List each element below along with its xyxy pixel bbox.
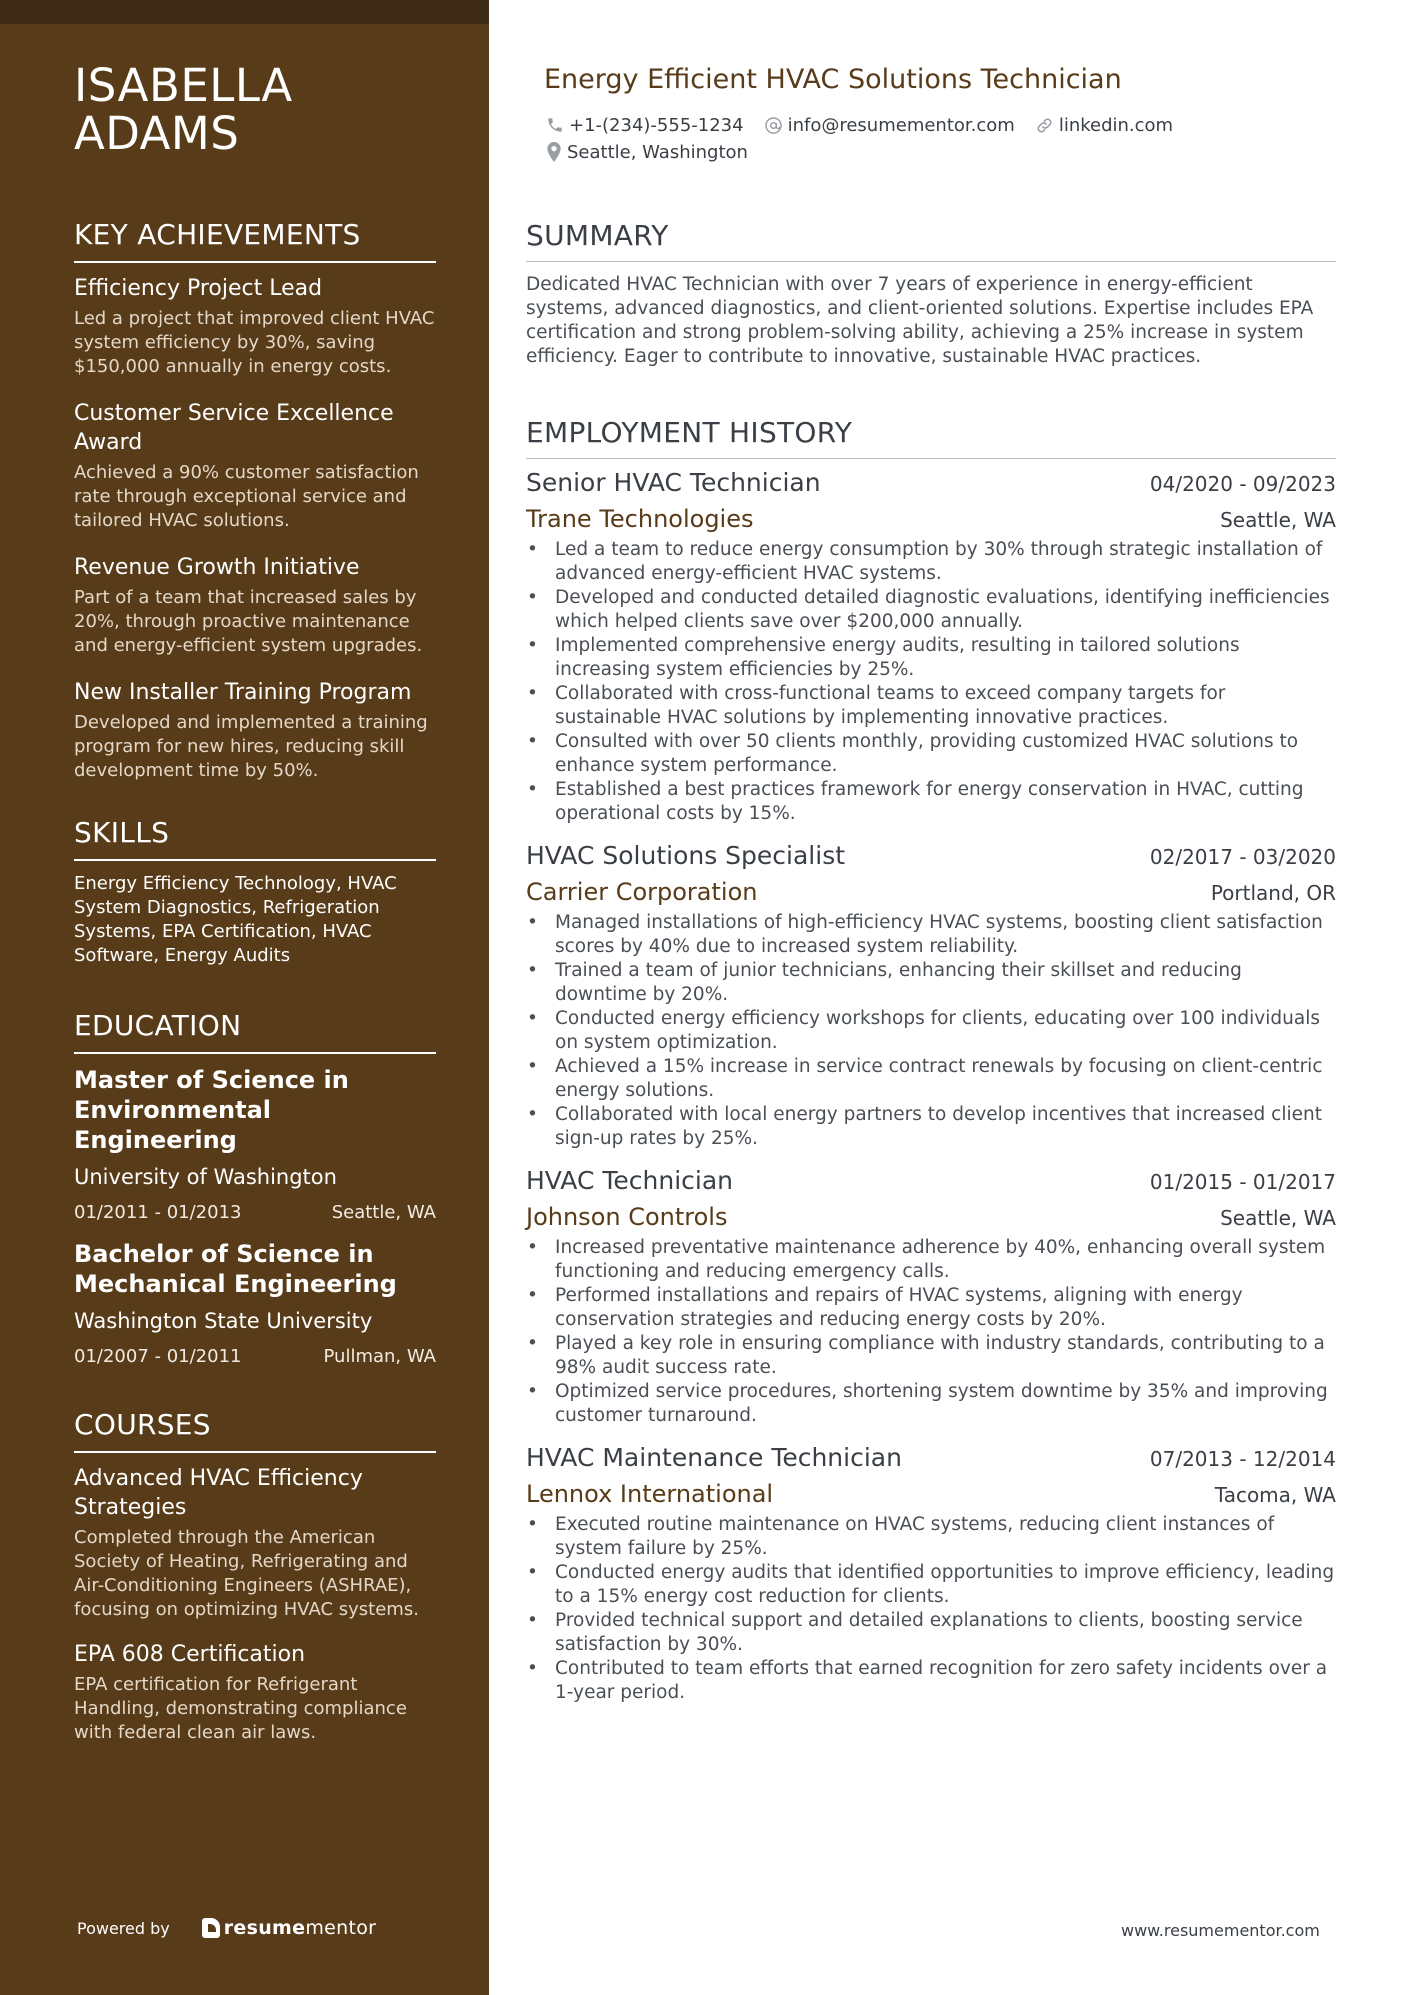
footer-url[interactable]: www.resumementor.com <box>1121 1921 1320 1940</box>
brand-name[interactable] <box>224 1917 377 1939</box>
job-dates: 01/2015 - 01/2017 <box>1149 1170 1336 1194</box>
candidate-name <box>74 59 436 160</box>
job-role: HVAC Technician <box>526 1166 734 1195</box>
job-bullet: • Achieved a 15% increase in service contract renewals by focusing on client-centric energy solutions. <box>526 1055 1336 1103</box>
achievement-title: Efficiency Project Lead <box>74 276 323 301</box>
job-company: Johnson Controls <box>526 1203 728 1231</box>
brand-bold: resume <box>223 1917 306 1939</box>
achievement-item <box>74 274 436 379</box>
powered-by <box>77 1917 376 1939</box>
summary-text: Dedicated HVAC Technician with over 7 years of experience in energy-efficient systems, advanced diagnostics, and client-oriented solutions. Expertise includes EPA certification and strong problem-solving ability, achieving a 25% increase in system efficiency. Eager to contribute to innovative, sustainable HVAC practices. <box>526 274 1314 367</box>
job-bullet: • Implemented comprehensive energy audits, resulting in tailored solutions increasing system efficiencies by 25%. <box>526 634 1336 682</box>
name-last: ADAMS <box>74 107 240 160</box>
job-bullets <box>526 1236 1336 1428</box>
achievement-desc: Led a project that improved client HVAC system efficiency by 30%, saving $150,000 annually in energy costs. <box>74 308 435 377</box>
job-role: HVAC Solutions Specialist <box>526 841 846 870</box>
job-bullet: • Conducted energy audits that identified opportunities to improve efficiency, leading to a 15% energy cost reduction for clients. <box>526 1561 1336 1609</box>
linkedin-text: linkedin.com <box>1058 114 1174 136</box>
job-bullet: • Trained a team of junior technicians, enhancing their skillset and reducing downtime by 20%. <box>526 959 1336 1007</box>
powered-by-label: Powered by <box>77 1918 170 1938</box>
job-bullet: • Developed and conducted detailed diagnostic evaluations, identifying inefficiencies which helped clients save over $200,000 annually. <box>526 586 1336 634</box>
course-item <box>74 1464 436 1622</box>
job-role: Senior HVAC Technician <box>526 468 821 497</box>
job-bullet: • Provided technical support and detailed explanations to clients, boosting service satisfaction by 30%. <box>526 1609 1336 1657</box>
sidebar-top-bar <box>0 0 489 24</box>
job-bullet: • Increased preventative maintenance adherence by 40%, enhancing overall system functioning and reducing emergency calls. <box>526 1236 1336 1284</box>
job-bullet: • Collaborated with cross-functional teams to exceed company targets for sustainable HVAC solutions by implementing innovative practices. <box>526 682 1336 730</box>
at-icon <box>764 116 783 135</box>
location-pin-icon <box>546 142 562 162</box>
headline: Energy Efficient HVAC Solutions Technician <box>544 64 1122 95</box>
phone-text: +1-(234)-555-1234 <box>569 114 744 136</box>
skills-section <box>74 817 436 968</box>
education-location: Pullman, WA <box>323 1346 436 1367</box>
education-degree: Bachelor of Science in Mechanical Engineering <box>74 1240 397 1298</box>
education-meta <box>74 1345 436 1369</box>
job-dates: 02/2017 - 03/2020 <box>1149 845 1336 869</box>
job-bullet: • Played a key role in ensuring compliance with industry standards, contributing to a 98% audit success rate. <box>526 1332 1336 1380</box>
resumementor-logo-icon <box>202 1918 220 1938</box>
job-bullets <box>526 1513 1336 1705</box>
job-bullet: • Collaborated with local energy partners to develop incentives that increased client sign-up rates by 25%. <box>526 1103 1336 1151</box>
job-dates: 04/2020 - 09/2023 <box>1149 472 1336 496</box>
job-entry <box>526 467 1336 826</box>
job-location: Tacoma, WA <box>1214 1483 1336 1507</box>
achievements-title: KEY ACHIEVEMENTS <box>74 219 436 263</box>
phone-icon <box>546 116 564 134</box>
contact-info <box>546 112 1306 166</box>
course-desc: Completed through the American Society of Heating, Refrigerating and Air-Conditioning Engineers (ASHRAE), focusing on optimizing HVAC systems. <box>74 1527 419 1620</box>
education-dates: 01/2007 - 01/2011 <box>74 1346 242 1367</box>
achievement-title: Revenue Growth Initiative <box>74 555 360 580</box>
achievement-desc: Part of a team that increased sales by 20%, through proactive maintenance and energy-efficient system upgrades. <box>74 587 423 656</box>
job-bullet: • Contributed to team efforts that earned recognition for zero safety incidents over a 1-year period. <box>526 1657 1336 1705</box>
job-location: Seattle, WA <box>1220 508 1336 532</box>
brand-light: mentor <box>305 1917 377 1939</box>
job-company: Lennox International <box>526 1480 774 1508</box>
job-bullet: • Executed routine maintenance on HVAC systems, reducing client instances of system failure by 25%. <box>526 1513 1336 1561</box>
education-dates: 01/2011 - 01/2013 <box>74 1202 242 1223</box>
summary-title: SUMMARY <box>526 220 1336 262</box>
contact-email[interactable] <box>764 115 1015 136</box>
sidebar <box>0 0 489 1995</box>
skills-text: Energy Efficiency Technology, HVAC System Diagnostics, Refrigeration Systems, EPA Certification, HVAC Software, Energy Audits <box>74 873 397 966</box>
contact-phone[interactable] <box>546 115 744 136</box>
job-bullets <box>526 911 1336 1151</box>
job-bullet: • Established a best practices framework for energy conservation in HVAC, cutting operational costs by 15%. <box>526 778 1336 826</box>
contact-location <box>546 142 748 163</box>
job-bullet: • Performed installations and repairs of HVAC systems, aligning with energy conservation strategies and reducing energy costs by 20%. <box>526 1284 1336 1332</box>
education-item <box>74 1065 436 1225</box>
skills-title: SKILLS <box>74 817 436 861</box>
achievement-item <box>74 399 436 533</box>
course-desc: EPA certification for Refrigerant Handling, demonstrating compliance with federal clean air laws. <box>74 1674 407 1743</box>
courses-section <box>74 1409 436 1745</box>
summary-section <box>526 220 1336 369</box>
job-entry <box>526 1442 1336 1705</box>
job-bullet: • Managed installations of high-efficiency HVAC systems, boosting client satisfaction scores by 40% due to increased system reliability. <box>526 911 1336 959</box>
employment-title: EMPLOYMENT HISTORY <box>526 417 1336 459</box>
achievements-section <box>74 219 436 783</box>
job-role: HVAC Maintenance Technician <box>526 1443 902 1472</box>
email-text: info@resumementor.com <box>787 114 1015 136</box>
job-location: Portland, OR <box>1210 881 1336 905</box>
job-bullet: • Conducted energy efficiency workshops for clients, educating over 100 individuals on system optimization. <box>526 1007 1336 1055</box>
job-entry <box>526 1165 1336 1428</box>
achievement-desc: Achieved a 90% customer satisfaction rate through exceptional service and tailored HVAC solutions. <box>74 462 419 531</box>
job-location: Seattle, WA <box>1220 1206 1336 1230</box>
job-bullet: • Consulted with over 50 clients monthly, providing customized HVAC solutions to enhance system performance. <box>526 730 1336 778</box>
course-title: Advanced HVAC Efficiency Strategies <box>74 1466 363 1520</box>
achievement-desc: Developed and implemented a training program for new hires, reducing skill development time by 50%. <box>74 712 428 781</box>
link-icon <box>1035 116 1054 135</box>
achievement-title: Customer Service Excellence Award <box>74 401 394 455</box>
education-location: Seattle, WA <box>331 1202 436 1223</box>
job-bullet: • Led a team to reduce energy consumption by 30% through strategic installation of advanced energy-efficient HVAC systems. <box>526 538 1336 586</box>
education-degree: Master of Science in Environmental Engineering <box>74 1066 349 1154</box>
course-title: EPA 608 Certification <box>74 1642 306 1667</box>
education-section <box>74 1010 436 1369</box>
education-meta <box>74 1201 436 1225</box>
education-school: Washington State University <box>74 1309 373 1333</box>
achievement-title: New Installer Training Program <box>74 680 412 705</box>
job-bullets <box>526 538 1336 826</box>
job-company: Carrier Corporation <box>526 878 758 906</box>
courses-title: COURSES <box>74 1409 436 1453</box>
education-school: University of Washington <box>74 1165 337 1189</box>
employment-section <box>526 417 1336 1705</box>
course-item <box>74 1640 436 1745</box>
job-entry <box>526 840 1336 1151</box>
job-bullet: • Optimized service procedures, shortening system downtime by 35% and improving customer turnaround. <box>526 1380 1336 1428</box>
education-title: EDUCATION <box>74 1010 436 1054</box>
name-first: ISABELLA <box>74 59 293 112</box>
achievement-item <box>74 678 436 783</box>
education-item <box>74 1239 436 1369</box>
job-dates: 07/2013 - 12/2014 <box>1149 1447 1336 1471</box>
location-text: Seattle, Washington <box>567 141 748 163</box>
job-company: Trane Technologies <box>526 505 754 533</box>
contact-linkedin[interactable] <box>1035 115 1173 136</box>
achievement-item <box>74 553 436 658</box>
